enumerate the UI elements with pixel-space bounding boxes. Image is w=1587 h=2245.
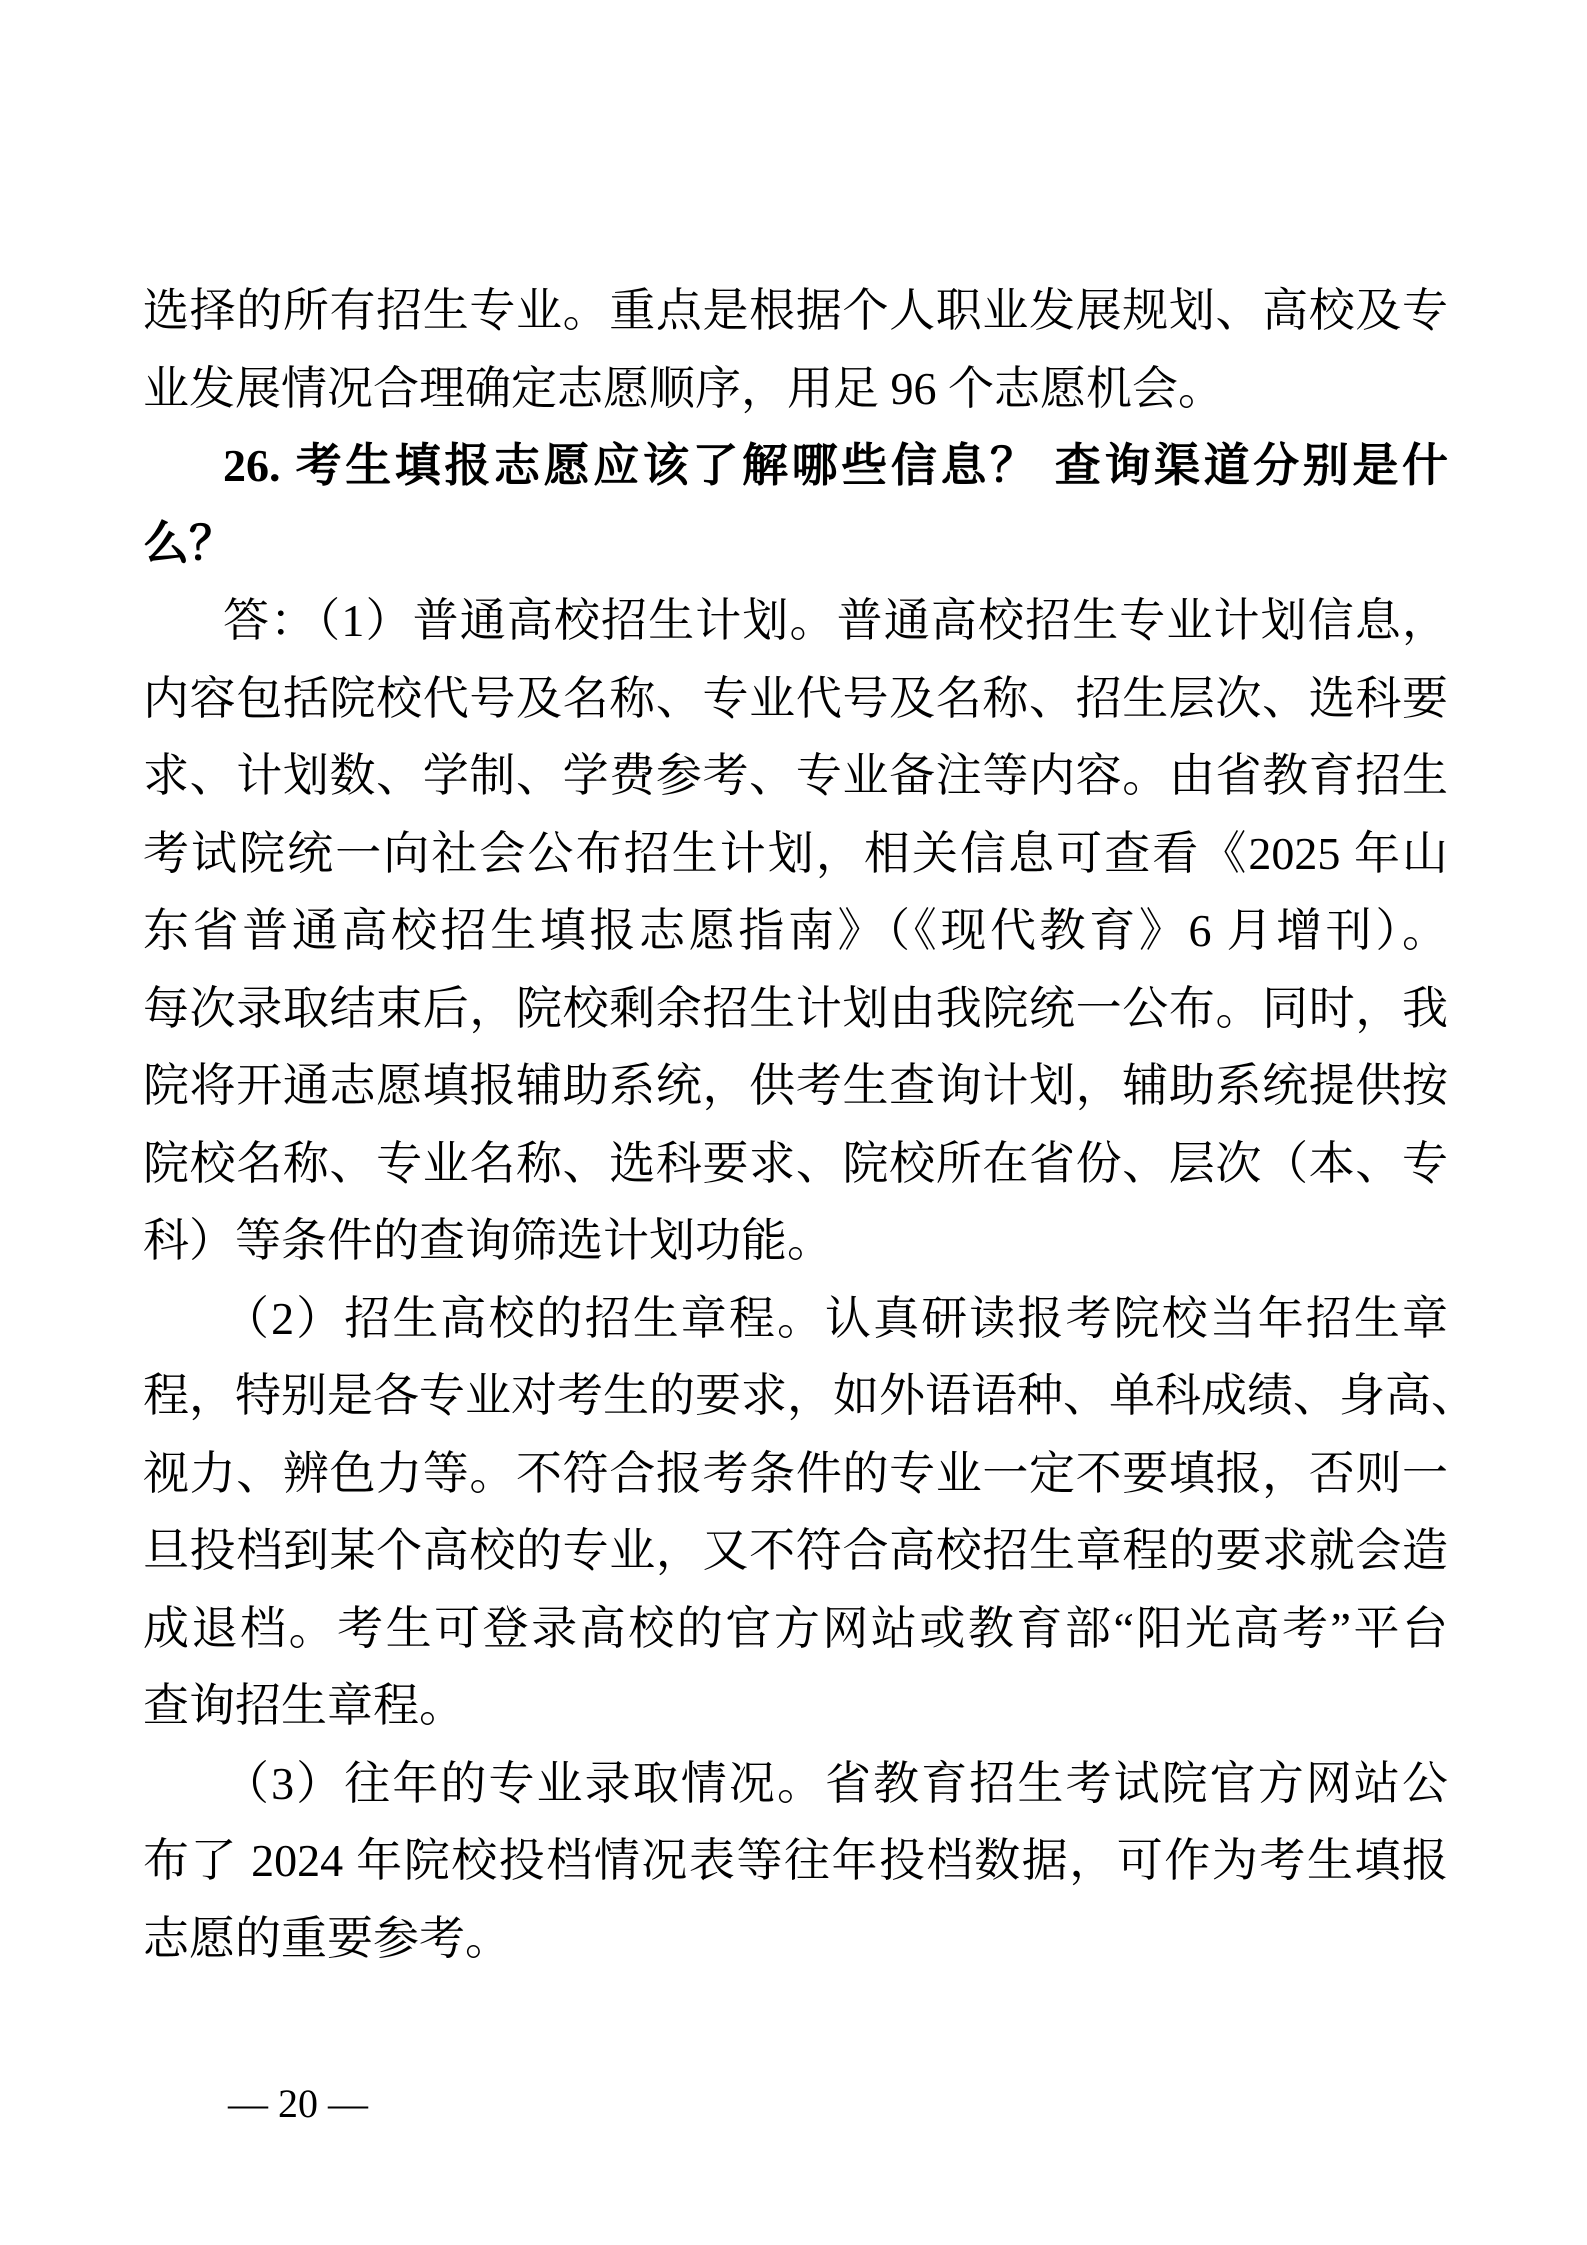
body-line: 内容包括院校代号及名称、专业代号及名称、招生层次、选科要: [143, 672, 1448, 724]
body-line: 院将开通志愿填报辅助系统，供考生查询计划，辅助系统提供按: [143, 1060, 1448, 1111]
body-line: 院校名称、专业名称、选科要求、院校所在省份、层次（本、专: [143, 1137, 1448, 1189]
body-line: 程，特别是各专业对考生的要求，如外语语种、单科成绩、身高、: [143, 1370, 1477, 1421]
body-line: 东省普通高校招生填报志愿指南》（《现代教育》6 月增刊）。: [143, 905, 1448, 956]
body-line: 选择的所有招生专业。重点是根据个人职业发展规划、高校及专: [143, 285, 1448, 336]
document-body: [143, 272, 1477, 1977]
body-line: 查询招生章程。: [143, 1680, 465, 1731]
item-3-first-line: （3）往年的专业录取情况。省教育招生考试院官方网站公: [223, 1757, 1448, 1809]
body-line: 业发展情况合理确定志愿顺序，用足 96 个志愿机会。: [143, 362, 1224, 414]
body-line: 旦投档到某个高校的专业，又不符合高校招生章程的要求就会造: [143, 1525, 1448, 1576]
body-line: 布了 2024 年院校投档情况表等往年投档数据，可作为考生填报: [143, 1835, 1448, 1886]
question-heading-line: 26. 考生填报志愿应该了解哪些信息？ 查询渠道分别是什: [223, 440, 1448, 491]
body-line: 求、计划数、学制、学费参考、专业备注等内容。由省教育招生: [143, 750, 1448, 801]
body-line: 科）等条件的查询筛选计划功能。: [143, 1215, 833, 1266]
body-line: 每次录取结束后，院校剩余招生计划由我院统一公布。同时，我: [143, 982, 1448, 1034]
page-number: — 20 —: [228, 2081, 368, 2126]
answer-line: 答：（1）普通高校招生计划。普通高校招生专业计划信息，: [223, 595, 1448, 646]
body-line: 志愿的重要参考。: [143, 1912, 511, 1964]
question-heading-line: 么？: [143, 517, 235, 569]
body-line: 视力、辨色力等。不符合报考条件的专业一定不要填报，否则一: [143, 1447, 1448, 1499]
item-2-first-line: （2）招生高校的招生章程。认真研读报考院校当年招生章: [223, 1292, 1448, 1344]
body-line: 考试院统一向社会公布招生计划，相关信息可查看《2025 年山: [143, 827, 1448, 879]
body-line: 成退档。考生可登录高校的官方网站或教育部“阳光高考”平台: [143, 1602, 1448, 1654]
